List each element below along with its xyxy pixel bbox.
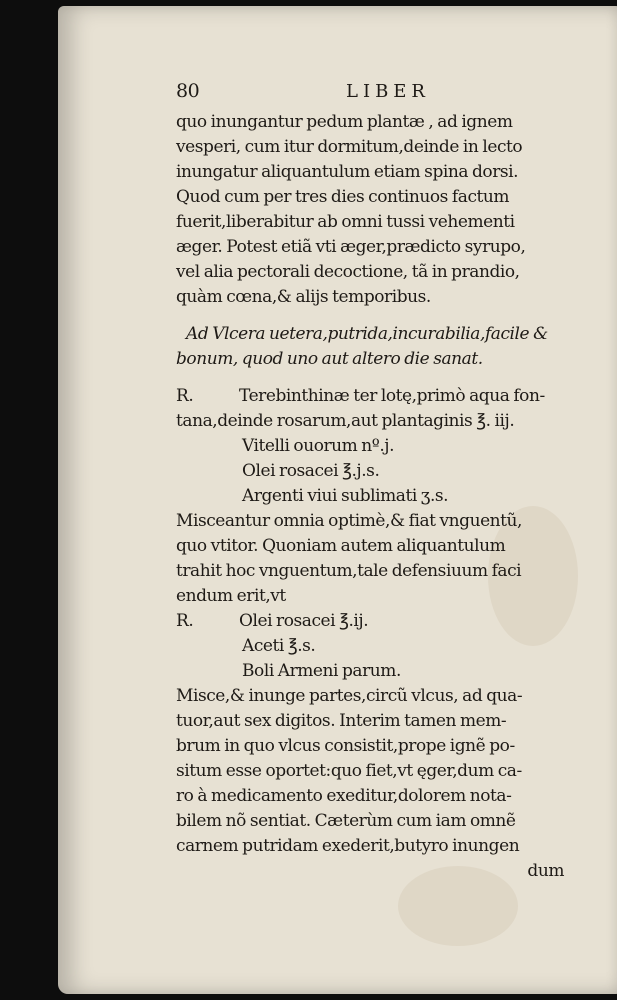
text-line: quo inungantur pedum plantæ , ad ignem	[176, 112, 513, 132]
text-line: Olei rosacei ℥.ij.	[239, 611, 369, 631]
recipe-label: R.	[176, 611, 194, 631]
spacer	[176, 372, 596, 384]
page-text	[176, 80, 596, 884]
running-head: LIBER	[346, 81, 430, 102]
recipe-item: Aceti ℥.s.	[242, 636, 316, 656]
recipe-line	[176, 609, 596, 634]
text-line: ro à medicamento exeditur,dolorem nota-	[176, 786, 512, 806]
text-line: carnem putridam exederit,butyro inungen	[176, 836, 520, 856]
text-line: brum in quo vlcus consistit,prope ignẽ po-	[176, 736, 515, 756]
text-line: Terebinthinæ ter lotę,primò aqua fon-	[239, 386, 545, 406]
recipe-item: Boli Armeni parum.	[242, 661, 401, 681]
text-line: endum erit,vt	[176, 586, 286, 606]
text-line: situm esse oportet:quo fiet,vt ęger,dum ca-	[176, 761, 522, 781]
text-line: tuor,aut sex digitos. Interim tamen mem-	[176, 711, 507, 731]
text-line: quo vtitor. Quoniam autem aliquantulum	[176, 536, 506, 556]
page-number: 80	[176, 80, 200, 102]
text-line: Misce,& inunge partes,circũ vlcus, ad qua-	[176, 686, 523, 706]
recipe-item: Olei rosacei ℥.j.s.	[242, 461, 380, 481]
recipe-line	[176, 384, 596, 409]
recipe-label: R.	[176, 386, 194, 406]
text-line: trahit hoc vnguentum,tale defensiuum faci	[176, 561, 522, 581]
text-line: quàm cœna,& alijs temporibus.	[176, 287, 431, 307]
text-line: vesperi, cum itur dormitum,deinde in lecto	[176, 137, 523, 157]
recipe-item: Argenti viui sublimati ʒ.s.	[242, 486, 449, 506]
text-line: Quod cum per tres dies continuos factum	[176, 187, 510, 207]
text-line: vel alia pectorali decoctione, tã in prandio,	[176, 262, 520, 282]
section-title: bonum, quod uno aut altero die sanat.	[176, 349, 483, 369]
catchword: dum	[527, 861, 564, 881]
recipe-item: Vitelli ouorum nº.j.	[242, 436, 395, 456]
text-line: inungatur aliquantulum etiam spina dorsi.	[176, 162, 519, 182]
text-line: Misceantur omnia optimè,& fiat vnguentũ,	[176, 511, 523, 531]
text-line: bilem nõ sentiat. Cæterùm cum iam omnẽ	[176, 811, 516, 831]
section-title: Ad Vlcera uetera,putrida,incurabilia,facile &	[186, 324, 548, 344]
spacer	[176, 310, 596, 322]
text-line: fuerit,liberabitur ab omni tussi vehementi	[176, 212, 515, 232]
text-line: æger. Potest etiã vti æger,prædicto syrupo,	[176, 237, 526, 257]
text-line: tana,deinde rosarum,aut plantaginis ℥. iij.	[176, 411, 515, 431]
page-header	[176, 80, 596, 110]
